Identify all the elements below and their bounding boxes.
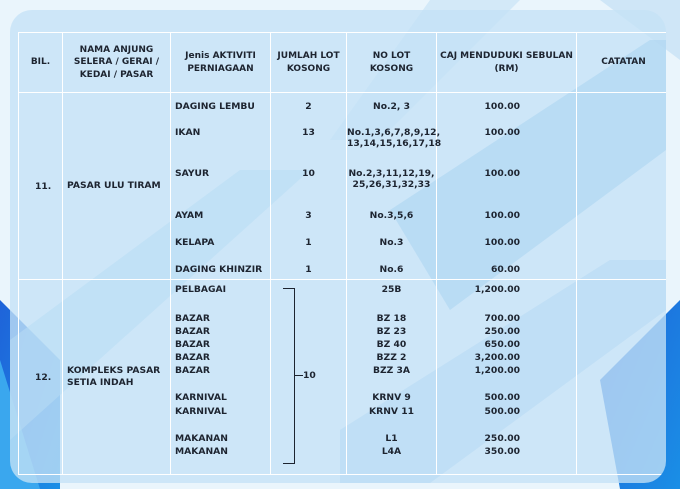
row-11-nolot-4: No.3,5,6 <box>369 210 414 221</box>
lot-table <box>18 32 666 475</box>
row-11-jenis-6: DAGING KHINZIR <box>175 264 263 275</box>
row-12-caj-7: 500.00 <box>484 392 520 403</box>
row-12-jenis-7: KARNIVAL <box>175 392 227 403</box>
row-12-nolot-7: KRNV 9 <box>372 392 411 403</box>
row-11-caj-4: 100.00 <box>484 210 520 221</box>
row-12-jenis-3: BAZAR <box>175 326 210 337</box>
row-11-nama: PASAR ULU TIRAM <box>63 93 171 280</box>
row-12-jenis-9: MAKANAN <box>175 433 228 444</box>
row-11-jumlah-4: 3 <box>305 210 312 221</box>
row-12-jenis-8: KARNIVAL <box>175 406 227 417</box>
table-card <box>10 10 666 483</box>
row-11-nolot-2b: 13,14,15,16,17,18 <box>347 138 442 149</box>
row-12-caj-5: 3,200.00 <box>474 352 520 363</box>
row-12-jenis-4: BAZAR <box>175 339 210 350</box>
table-header-row <box>19 33 667 93</box>
row-11-jenis-4: AYAM <box>175 210 204 221</box>
row-12-caj-8: 500.00 <box>484 406 520 417</box>
row-11-caj-1: 100.00 <box>484 101 520 112</box>
row-11-nolot-6: No.6 <box>379 264 404 275</box>
row-12-nama: KOMPLEKS PASAR SETIA INDAH <box>63 280 171 475</box>
row-12-nolot-4: BZ 40 <box>376 339 407 350</box>
row-12-jenis-1: PELBAGAI <box>175 284 227 295</box>
row-11-jumlah-1: 2 <box>305 101 312 112</box>
row-11-nolot-5: No.3 <box>379 237 404 248</box>
row-12-nolot-2: BZ 18 <box>376 313 407 324</box>
row-12-catatan <box>577 280 667 475</box>
row-12-jumlah: 10 <box>303 370 316 381</box>
row-12-caj-2: 700.00 <box>484 313 520 324</box>
row-11-jumlah-3: 10 <box>302 168 315 179</box>
row-11-caj-6: 60.00 <box>490 264 520 275</box>
row-12-bil: 12. <box>19 280 63 475</box>
row-11-bil: 11. <box>19 93 63 280</box>
row-12-jenis-2: BAZAR <box>175 313 210 324</box>
row-11-nolot-3b: 25,26,31,32,33 <box>352 179 431 190</box>
header-catatan: CATATAN <box>577 33 667 93</box>
row-11-nolot-3a: No.2,3,11,12,19, <box>348 168 435 179</box>
row-12-nolot-3: BZ 23 <box>376 326 407 337</box>
row-11-nolot-2a: No.1,3,6,7,8,9,12, <box>347 127 441 138</box>
row-11-jumlah-6: 1 <box>305 264 312 275</box>
row-12-caj-4: 650.00 <box>484 339 520 350</box>
row-12-jenis-6: BAZAR <box>175 365 210 376</box>
row-11-jenis-3: SAYUR <box>175 168 210 179</box>
row-11-jenis-5: KELAPA <box>175 237 215 248</box>
row-11-nolot-1: No.2, 3 <box>373 101 410 112</box>
row-12-caj-1: 1,200.00 <box>474 284 520 295</box>
header-nama: NAMA ANJUNG SELERA / GERAI / KEDAI / PASAR <box>63 33 171 93</box>
row-12-nolot-9: L1 <box>385 433 398 444</box>
row-12-jenis-5: BAZAR <box>175 352 210 363</box>
row-11-jenis-1: DAGING LEMBU <box>175 101 255 112</box>
table-row <box>19 280 667 475</box>
row-12-caj-6: 1,200.00 <box>474 365 520 376</box>
row-11-caj-5: 100.00 <box>484 237 520 248</box>
row-12-nolot-10: L4A <box>381 446 402 457</box>
row-12-nolot-1: 25B <box>381 284 402 295</box>
row-11-jumlah-2: 13 <box>302 127 315 138</box>
row-12-nolot-6: BZZ 3A <box>372 365 411 376</box>
row-12-caj-9: 250.00 <box>484 433 520 444</box>
row-11-caj-3: 100.00 <box>484 168 520 179</box>
row-11-caj-2: 100.00 <box>484 127 520 138</box>
row-12-nolot-8: KRNV 11 <box>369 406 414 417</box>
row-11-catatan <box>577 93 667 280</box>
table-row <box>19 93 667 280</box>
row-11-jenis-2: IKAN <box>175 127 201 138</box>
header-caj: CAJ MENDUDUKI SEBULAN (RM) <box>437 33 577 93</box>
row-12-jenis-10: MAKANAN <box>175 446 228 457</box>
row-12-caj-10: 350.00 <box>484 446 520 457</box>
row-12-nolot-5: BZZ 2 <box>376 352 407 363</box>
header-jenis: Jenis AKTIVITI PERNIAGAAN <box>171 33 271 93</box>
row-12-caj-3: 250.00 <box>484 326 520 337</box>
header-jumlah: JUMLAH LOT KOSONG <box>271 33 347 93</box>
header-nolot: NO LOT KOSONG <box>347 33 437 93</box>
header-bil: BIL. <box>19 33 63 93</box>
row-11-jumlah-5: 1 <box>305 237 312 248</box>
